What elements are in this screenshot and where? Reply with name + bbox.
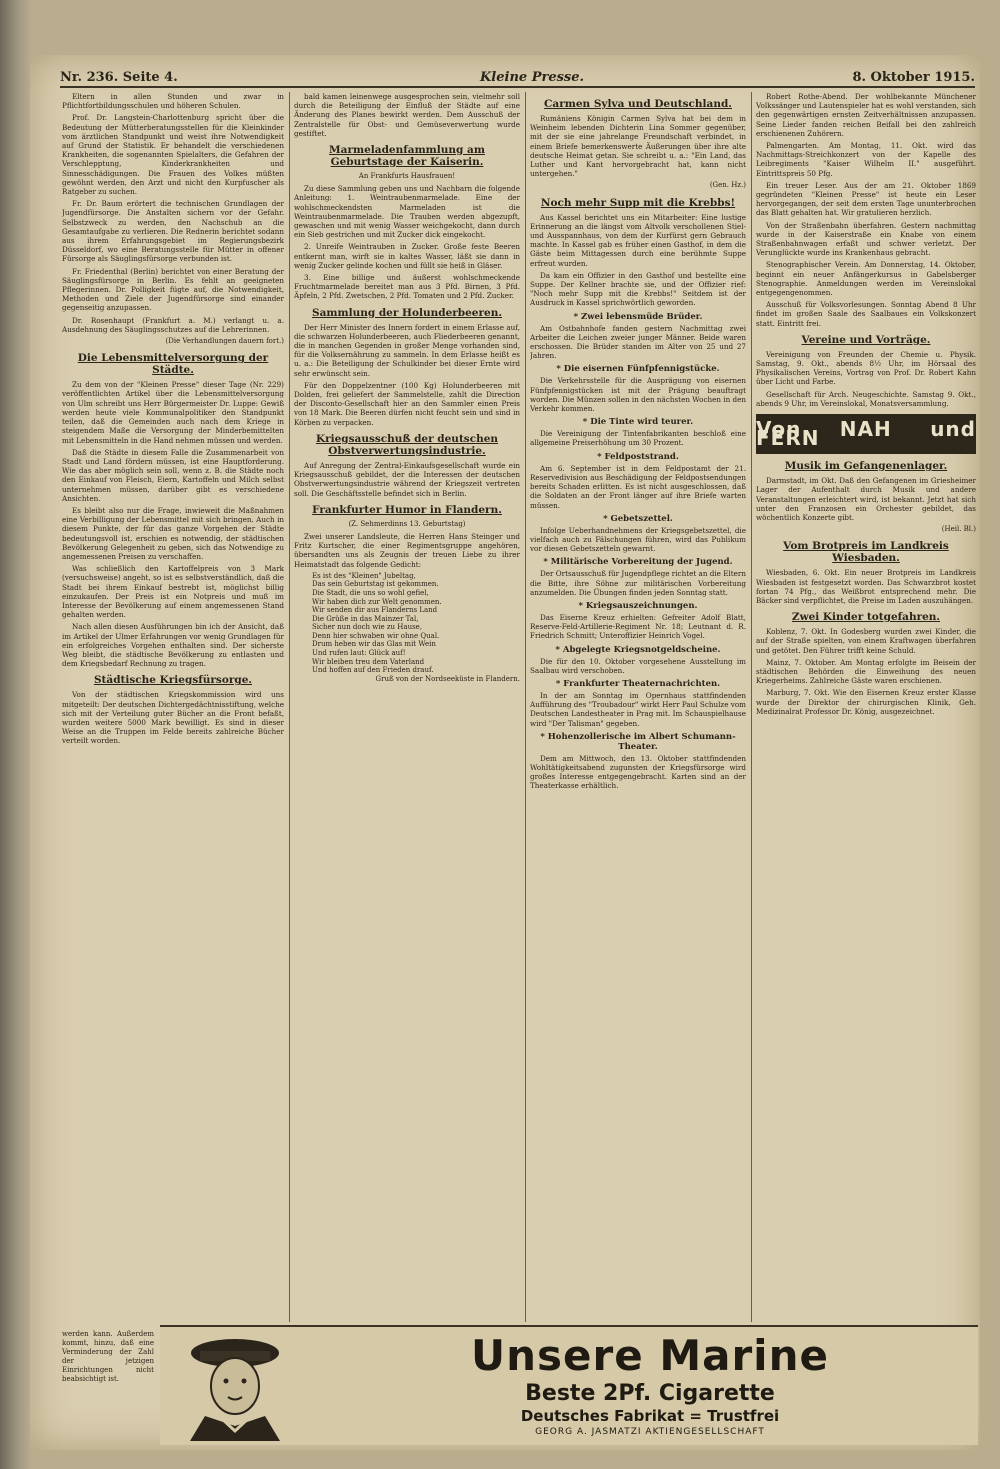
article-text: Am Ostbahnhofe fanden gestern Nachmittag zwei Arbeiter die Leichen zweier junger Männer. Beide waren erschossen. Die Brüder standen im Alter von 25 und 27 Jahren. bbox=[530, 323, 746, 361]
headline: Kriegsausschuß der deutschen Obstverwertungsindustrie. bbox=[315, 432, 499, 457]
article-text: Fr. Dr. Baum erörtert die technischen Grundlagen der Jugendfürsorge. Die Anstalten sichern vor der Gefahr. Selbstzweck zu werden, den Nachschub an die Gesamtaufgabe zu verlieren. Die Rednerin berichtet sodann aus ihrem Erfahrungsgebiet im Regierungsbezirk Düsseldorf, wo eine Beratungsstelle für Mütter in offener Fürsorge als Säuglingsfürsorge verbunden ist. bbox=[62, 199, 284, 264]
headline: Vom Brotpreis im Landkreis Wiesbaden. bbox=[783, 540, 949, 565]
article-note: (Die Verhandlungen dauern fort.) bbox=[165, 337, 284, 346]
article-note: (Heil. Bl.) bbox=[941, 525, 976, 534]
headline: Frankfurter Humor in Flandern. bbox=[312, 503, 502, 516]
article-text: Von der städtischen Kriegskommission wird uns mitgeteilt: Der deutschen Dichtergedächtnisstiftung, welche sich mit der Verteilung guter Bücher an die Front befaßt, wurden weitere 5000 Mark bewilligt. Es sind in dieser Weise an die Truppen im Felde bereits zahlreiche Bücher verteilt worden. bbox=[62, 690, 284, 746]
article-note: (Gen. Hz.) bbox=[709, 181, 746, 190]
article-text: In der am Sonntag im Opernhaus stattfindenden Aufführung des "Troubadour" wirkt Herr Paul Schulze vom Deutschen Landestheater in Prag mit. Im Schauspielhause wird "Der Talisman" gegeben. bbox=[530, 690, 746, 728]
article-text: Koblenz, 7. Okt. In Godesberg wurden zwei Kinder, die auf der Straße spielten, von einem Kraftwagen überfahren und getötet. Den Führer trifft keine Schuld. bbox=[756, 627, 976, 655]
poem-line: Wir bleiben treu dem Vaterland bbox=[312, 657, 425, 666]
article-text: 3. Eine billige und äußerst wohlschmeckende Fruchtmarmelade bereitet man aus 3 Pfd. Birnen, 3 Pfd. Äpfeln, 2 Pfd. Zwetschen, 2 Pfd. Tomaten und 2 Pfd. Zucker. bbox=[294, 273, 520, 301]
column-3 bbox=[530, 92, 746, 1322]
article-text: Darmstadt, im Okt. Daß den Gefangenen im Griesheimer Lager der Aufenthalt durch Musik und andere Veranstaltungen erleichtert wird, ist bekannt. Jetzt hat sich unter den Franzosen ein Orchester gebildet, das wöchentlich Konzerte gibt. bbox=[756, 476, 976, 522]
column-divider bbox=[751, 92, 752, 1322]
article-text: Da kam ein Offizier in den Gasthof und bestellte eine Suppe. Der Kellner brachte sie, und der Offizier rief: "Noch mehr Supp mit die Krebbs!" Seitdem ist der Ausdruck in Kassel sprichwörtlich geworden. bbox=[530, 270, 746, 308]
poem-line: Die Grüße in das Mainzer Tal, bbox=[312, 614, 419, 623]
column-2 bbox=[294, 92, 520, 1322]
article-text: Wiesbaden, 6. Okt. Ein neuer Brotpreis im Landkreis Wiesbaden ist festgesetzt worden. Das Schwarzbrot kostet fortan 74 Pfg., das Weißbrot entsprechend mehr. Die Bäcker sind verpflichtet, die Preise im Laden auszuhängen. bbox=[756, 568, 976, 605]
article-text: Vereinigung von Freunden der Chemie u. Physik. Samstag, 9. Okt., abends 8½ Uhr, im Hörsaal des Physikalischen Vereins, Vortrag von Prof. Dr. Robert Kahn über Licht und Farbe. bbox=[756, 349, 976, 387]
poem-line: Und hoffen auf den Frieden drauf. bbox=[312, 666, 434, 675]
ad-company: GEORG A. JASMATZI AKTIENGESELLSCHAFT bbox=[535, 1427, 765, 1437]
article-text: Robert Rothe-Abend. Der wohlbekannte Münchener Volkssänger und Lautenspieler hat es wohl verstanden, sich den gegenwärtigen ernsten Zeitverhältnissen anzupassen. Seine Lieder fanden reichen Beifall bei den zahlreich erschienenen Zuhörern. bbox=[756, 92, 976, 138]
poem-line: Sicher nun doch wie zu Hause, bbox=[312, 623, 423, 632]
article-text: Dem am Mittwoch, den 13. Oktober stattfindenden Wohltätigkeitsabend zugunsten der Kriegsfürsorge wird großes Interesse entgegengebracht. Karten sind an der Theaterkasse erhältlich. bbox=[530, 753, 746, 791]
news-item-title: * Gebetszettel. bbox=[603, 513, 673, 524]
poem-line: Wir haben dich zur Welt genommen. bbox=[312, 597, 442, 606]
article-text: Die Vereinigung der Tintenfabrikanten beschloß eine allgemeine Preiserhöhung um 30 Prozent. bbox=[530, 429, 746, 448]
article-text: Auf Anregung der Zentral-Einkaufsgesellschaft wurde ein Kriegsausschuß gebildet, der die Interessen der deutschen Obstverwertungsindustrie während der Kriegszeit vertreten soll. Die Geschäftsstelle befindet sich in Berlin. bbox=[294, 460, 520, 498]
poem bbox=[294, 572, 520, 675]
headline: Städtische Kriegsfürsorge. bbox=[93, 674, 253, 687]
headline: Marmeladenfammlung am Geburtstage der Kaiserin. bbox=[329, 144, 485, 169]
article-text: Der Herr Minister des Innern fordert in einem Erlasse auf, die schwarzen Holunderbeeren, auch Fliederbeeren genannt, die in manchen Gegenden in großer Menge vorhanden sind, für die Volksernährung zu sammeln. In dem Erlasse heißt es u. a.: Die Beteiligung der Schulkinder bei dieser Ernte wird sehr erwünscht sein. bbox=[294, 322, 520, 378]
issue-date: 8. Oktober 1915. bbox=[852, 70, 975, 85]
article-text: Ein treuer Leser. Aus der am 21. Oktober 1869 gegründeten "Kleinen Presse" ist heute ein Leser hervorgegangen, der seit dem ersten Tage ununterbrochen das Blatt gehalten hat. Wir gratulieren herzlich. bbox=[756, 180, 976, 218]
subheadline: (Z. Sehmerdinns 13. Geburtstag) bbox=[348, 519, 466, 528]
news-item-title: * Zwei lebensmüde Brüder. bbox=[573, 311, 703, 322]
poem-line: Denn hier schwaben wir ohne Qual. bbox=[312, 631, 440, 640]
article-text: Mainz, 7. Oktober. Am Montag erfolgte im Beisein der städtischen Behörden die Einweihung des neuen Kriegerheims. Zahlreiche Gäste waren erschienen. bbox=[756, 657, 976, 686]
binding-edge bbox=[0, 0, 32, 1469]
news-item-title: * Die Tinte wird teurer. bbox=[582, 417, 694, 428]
article-text: Die für den 10. Oktober vorgesehene Ausstellung im Saalbau wird verschoben. bbox=[530, 656, 746, 675]
section-banner: Von NAH und FERN bbox=[756, 414, 976, 454]
column-divider bbox=[525, 92, 526, 1322]
article-text: Aus Kassel berichtet uns ein Mitarbeiter: Eine lustige Erinnerung an die längst vom Altvolk verschollenen Stiel- und Ausspannhaus, von dem der Kurfürst gern Gebrauch machte. In Kassel gab es früher einen Gasthof, in dem die Gäste beim Mittagessen durch eine berühmte Suppe erfreut wurden. bbox=[530, 212, 746, 268]
article-text: Zu diese Sammlung geben uns und Nachbarn die folgende Anleitung: 1. Weintraubenmarmelade. Eine der wohlschmeckendsten Marmeladen ist die Weintraubenmarmelade. Die Trauben werden abgezupft, gewaschen und mit wenig Wasser weichgekocht, dann durch ein Sieb gestrichen und mit Zucker dick eingekocht. bbox=[294, 184, 520, 240]
headline: Zwei Kinder totgefahren. bbox=[791, 611, 941, 624]
ad-adjacent-text: werden kann. Außerdem kommt, hinzu, daß eine Verminderung der Zahl der jetzigen Einrichtungen nicht beabsichtigt ist. bbox=[62, 1330, 154, 1383]
column-4 bbox=[756, 92, 976, 1322]
poem-line: Wir senden dir aus Flanderns Land bbox=[312, 606, 438, 615]
article-note: Gruß von der Nordseeküste in Flandern. bbox=[375, 674, 520, 683]
article-text: Nach allen diesen Ausführungen bin ich der Ansicht, daß im Artikel der Ulmer Erfahrungen vor wenig Grundlagen für ein erfolgreiches Vorgehen enthalten sind. Der sicherste Weg bleibt, die städtische Bevölkerung zu entlasten und dem Kriegsbedarf Rechnung zu tragen. bbox=[62, 622, 284, 669]
ad-tagline: Beste 2Pf. Cigarette bbox=[525, 1381, 775, 1406]
headline: Noch mehr Supp mit die Krebbs! bbox=[540, 196, 736, 209]
article-text: Daß die Städte in diesem Falle die Zusammenarbeit von Stadt und Land fördern müssen, ist eine Hauptforderung. Wie das aber möglich sein soll, wenn z. B. die Städte noch den Einkauf von Fleisch, Eiern, Kartoffeln und Milch selbst unternehmen müssen, darüber gibt es verschiedene Ansichten. bbox=[62, 447, 284, 503]
issue-number: Nr. 236. Seite 4. bbox=[60, 70, 178, 85]
article-text: Ausschuß für Volksvorlesungen. Sonntag Abend 8 Uhr findet im großen Saale des Saalbaues ein Volkskonzert statt. Eintritt frei. bbox=[756, 300, 976, 328]
article-text: Eltern in allen Stunden und zwar in Pflichtfortbildungsschulen und höheren Schulen. bbox=[62, 92, 284, 111]
sailor-portrait-icon bbox=[170, 1331, 300, 1441]
poem-line: Drum heben wir das Glas mit Wein bbox=[312, 640, 436, 649]
headline: Musik im Gefangenenlager. bbox=[784, 460, 948, 473]
article-text: Infolge Ueberhandnehmens der Kriegsgebetszettel, die vielfach auch zu Fälschungen führen, wird das Publikum vor diesen Gebetszetteln gewarnt. bbox=[530, 525, 746, 554]
article-text: Am 6. September ist in dem Feldpostamt der 21. Reservedivision aus Beschädigung der Feldpostsendungen bereits Schaden erlitten. Es ist nicht ausgeschlossen, daß die Soldaten an der Front länger auf ihre Briefe warten müssen. bbox=[530, 463, 746, 510]
headline: Die Lebensmittelversorgung der Städte. bbox=[77, 352, 269, 377]
article-text: Das Eiserne Kreuz erhielten: Gefreiter Adolf Blatt, Reserve-Feld-Artillerie-Regiment Nr. 18; Leutnant d. R. Friedrich Schmitt; Unteroffizier Heinrich Vogel. bbox=[530, 612, 746, 641]
article-text: Palmengarten. Am Montag, 11. Okt. wird das Nachmittags-Streichkonzert von der Kapelle des Leibregiments "Kaiser Wilhelm II." ausgeführt. Eintrittspreis 50 Pfg. bbox=[756, 141, 976, 178]
headline: Sammlung der Holunderbeeren. bbox=[311, 306, 502, 319]
article-text: Was schließlich den Kartoffelpreis von 3 Mark (versuchsweise) angeht, so ist es selbstverständlich, daß die Stadt bei ihrem Einkauf bestrebt ist, möglichst billig einzukaufen. Der Preis ist ein Notpreis und muß im Interesse der Bevölkerung auf einem angemessenen Stand gehalten werden. bbox=[62, 564, 284, 620]
article-text: Zwei unserer Landsleute, die Herren Hans Steinger und Fritz Kurtscher, die einer Regimentsgruppe angehören, übersandten uns als Zeugnis der treuen Liebe zu ihrer Heimatstadt das folgende Gedicht: bbox=[294, 531, 520, 569]
news-item-title: * Hohenzollerische im Albert Schumann-Theater. bbox=[540, 731, 736, 752]
article-text: Fr. Friedenthal (Berlin) berichtet von einer Beratung der Säuglingsfürsorge in Berlin. Es fehlt an geeigneten Pflegerinnen. Dr. Polligkeit fügte auf, die Notwendigkeit, Methoden und Ziele der Jugendfürsorge sind einander gegenseitig anzupassen. bbox=[62, 266, 284, 313]
article-text: Prof. Dr. Langstein-Charlottenburg spricht über die Bedeutung der Mütterberatungsstellen für die Kleinkinder vom ärztlichen Standpunkt und weist ihre Notwendigkeit auf Grund der Statistik. Er behandelt die verschiedenen Krankheiten, die sogenannten Spielalters, die Gefahren der Verschlepptung, Kinderkrankheiten und Sinnesschädigungen. Die Frauen des Volkes müßten gewöhnt werden, den Arzt und nicht den Kurpfuscher als Ratgeber zu suchen. bbox=[62, 113, 284, 197]
article-text: 2. Unreife Weintrauben in Zucker. Große feste Beeren entkernt man, wirft sie in kaltes Wasser, läßt sie dann in wenig Zucker gelinde kochen und füllt sie heiß in Gläser. bbox=[294, 242, 520, 270]
ad-subline: Deutsches Fabrikat = Trustfrei bbox=[520, 1407, 780, 1425]
subheadline: An Frankfurts Hausfrauen! bbox=[358, 172, 456, 181]
masthead: Kleine Presse. bbox=[480, 70, 585, 85]
news-item-title: * Abgelegte Kriegsnotgeldscheine. bbox=[555, 644, 721, 655]
article-text: Zu dem von der "Kleinen Presse" dieser Tage (Nr. 229) veröffentlichten Artikel über die Lebensmittelversorgung von Ulm schreibt uns Herr Bürgermeister Dr. Luppe: Gewiß werden heute viele Kommunalpolitiker den Standpunkt teilen, daß die Gemeinden auch nach dem Kriege in steigendem Maße die Versorgung der Minderbemittelten mit Lebensmitteln in die Hand nehmen müssen und werden. bbox=[62, 380, 284, 445]
news-item-title: * Feldpoststrand. bbox=[597, 451, 679, 462]
article-text: Gesellschaft für Arch. Neugeschichte. Samstag 9. Okt., abends 9 Uhr, im Vereinslokal, Monatsversammlung. bbox=[756, 389, 976, 408]
advertisement bbox=[160, 1325, 978, 1445]
article-text: Für den Doppelzentner (100 Kg) Holunderbeeren mit Dolden, frei geliefert der Sammelstelle, zahlt die Direction der Disconto-Gesellschaft hier an den Sammler einen Preis von 18 Mark. Die Beeren dürfen nicht feucht sein und sind in Körben zu verpacken. bbox=[294, 380, 520, 427]
column-1 bbox=[62, 92, 284, 1322]
article-text: Dr. Rosenhaupt (Frankfurt a. M.) verlangt u. a. Ausdehnung des Säuglingsschutzes auf die Lehrerinnen. bbox=[62, 315, 284, 334]
news-item-title: * Militärische Vorbereitung der Jugend. bbox=[543, 557, 733, 568]
article-text: Es bleibt also nur die Frage, inwieweit die Maßnahmen eine Verbilligung der Lebensmittel mit sich bringen. Auch in diesem Punkte, der für das ganze Vorgehen der Städte bedeutungsvoll ist, erschien es notwendig, der städtischen Bevölkerung Gelegenheit zu geben, sich das Notwendige zu angemessenen Preisen zu verschaffen. bbox=[62, 505, 284, 561]
article-text: Die Verkehrsstelle für die Ausprägung von eisernen Fünfpfennigstücken ist mit der Prägung beauftragt worden. Die Münzen sollen in den nächsten Wochen in den Verkehr kommen. bbox=[530, 376, 746, 414]
news-item-title: * Kriegsauszeichnungen. bbox=[578, 600, 698, 611]
article-text: Der Ortsausschuß für Jugendpflege richtet an die Eltern die Bitte, ihre Söhne zur militärischen Vorbereitung anzumelden. Die Übungen finden jeden Sonntag statt. bbox=[530, 569, 746, 597]
header-rule bbox=[60, 86, 975, 88]
ad-brand: Unsere Marine bbox=[471, 1331, 829, 1380]
article-text: bald kamen leinenwege ausgesprochen sein, vielmehr soll durch die Beteiligung der Einfluß der Städte auf eine Änderung des Planes bewirkt werden. Dem Ausschuß der Zentralstelle für Obst- und Gemüseverwertung wurde gestiftet. bbox=[294, 92, 520, 138]
poem-line: Die Stadt, die uns so wohl gefiel, bbox=[312, 588, 429, 597]
poem-line: Und rufen laut: Glück auf! bbox=[312, 649, 406, 658]
news-item-title: * Die eisernen Fünfpfennigstücke. bbox=[556, 364, 720, 375]
article-text: Marburg, 7. Okt. Wie den Eisernen Kreuz erster Klasse wurde der Direktor der chirurgischen Klinik, Geh. Medizinalrat Professor Dr. König, ausgezeichnet. bbox=[756, 688, 976, 716]
article-text: Von der Straßenbahn überfahren. Gestern nachmittag wurde in der Kaiserstraße ein Knabe von einem Straßenbahnwagen erfaßt und schwer verletzt. Der Verunglückte wurde ins Krankenhaus gebracht. bbox=[756, 220, 976, 258]
column-divider bbox=[289, 92, 290, 1322]
poem-line: Das sein Geburtstag ist gekommen. bbox=[312, 580, 439, 589]
article-text: Rumäniens Königin Carmen Sylva hat bei dem in Weinheim lebenden Dichterin Lina Sommer gegenüber, mit der sie eine jahrelange Freundschaft verbindet, in einem Briefe bemerkenswerte Äußerungen über ihre alte deutsche Heimat getan. Sie schreibt u. a.: "Ein Land, das Luther und Kant hervorgebracht hat, kann nicht untergehen." bbox=[530, 114, 746, 179]
news-item-title: * Frankfurter Theaternachrichten. bbox=[555, 678, 721, 689]
article-text: Stenographischer Verein. Am Donnerstag, 14. Oktober, beginnt ein neuer Anfängerkursus in Gabelsberger Stenographie. Anmeldungen werden im Vereinslokal entgegengenommen. bbox=[756, 260, 976, 298]
headline: Vereine und Vorträge. bbox=[801, 333, 931, 346]
poem-line: Es ist des "Kleinen" Jubeltag, bbox=[312, 571, 416, 580]
headline: Carmen Sylva und Deutschland. bbox=[544, 98, 732, 110]
